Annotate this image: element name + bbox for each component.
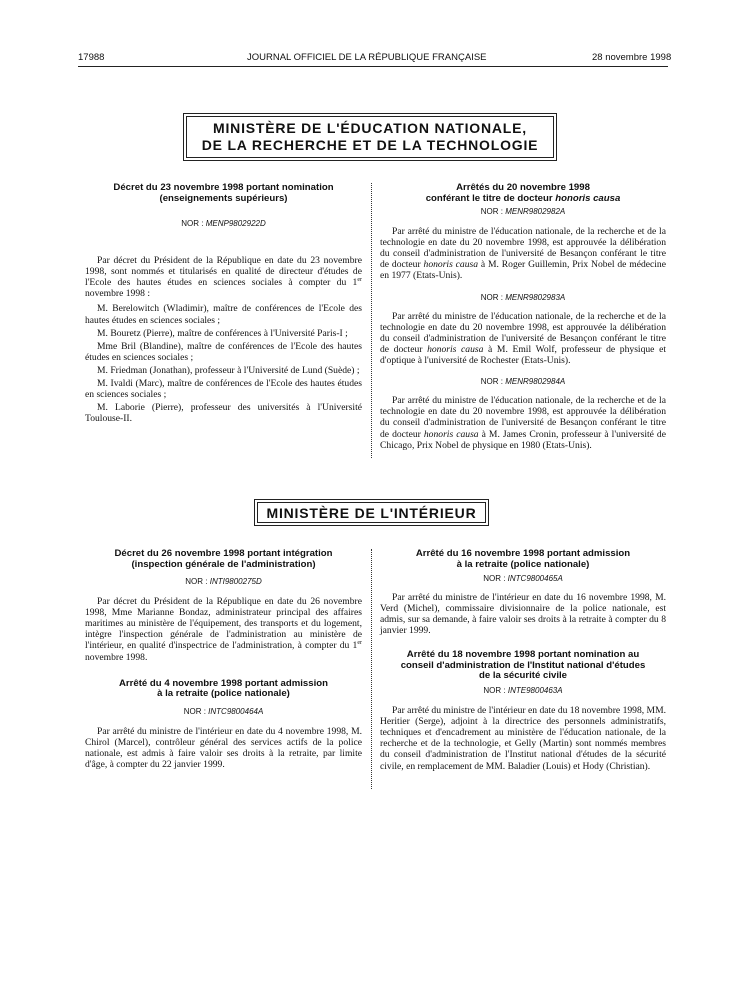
nominee-5: M. Ivaldi (Marc), maître de conférences de l'Ecole des hautes études en sciences sociales ; [85,378,362,401]
section-title: Arrêtés du 20 novembre 1998 [456,182,590,193]
section-subtitle: conférant le titre de docteur honoris causa [425,192,621,204]
section-subtitle: à la retraite (police nationale) [157,688,290,700]
journal-title: JOURNAL OFFICIEL DE LA RÉPUBLIQUE FRANÇAISE [247,52,487,63]
decree-intro: Par décret du Président de la République en date du 23 novembre 1998, sont nommés et titularisés en qualité de directeur d'études de l'Ecole des hautes études en sciences sociales à compter du 1er novembre 1998 : [85,255,362,300]
section-retraite-verd [380,549,666,772]
ministry-interior-title: MINISTÈRE DE L'INTÉRIEUR [266,505,477,521]
ministry-education-line1: MINISTÈRE DE L'ÉDUCATION NATIONALE, [213,120,527,136]
section-subtitle: de la sécurité civile [479,670,567,682]
arrete-cronin: Par arrêté du ministre de l'éducation nationale, de la recherche et de la technologie en date du 20 novembre 1998, est approuvée la délibération du conseil d'administration de l'université de Besançon conférant le titre de docteur honoris causa à M. James Cronin, professeur à l'université de Chicago, Prix Nobel de physique en 1980 (Etats-Unis). [380,395,666,451]
nominee-6: M. Laborie (Pierre), professeur des universités à l'Université Toulouse-II. [85,402,362,425]
nor-reference: NOR : MENR9802982A [480,207,566,216]
nominee-2: M. Bouretz (Pierre), maître de conférences à l'Université Paris-I ; [97,327,348,339]
column-separator-top [371,183,372,458]
nominee-3: Mme Bril (Blandine), maître de conférences de l'Ecole des hautes études en sciences sociales ; [85,340,362,363]
nor-reference: NOR : MENR9802983A [480,292,566,302]
arrete-chirol: Par arrêté du ministre de l'intérieur en date du 4 novembre 1998, M. Chirol (Marcel), contrôleur général des services actifs de la police nationale, est admis à faire valoir ses droits à la retraite, par limite d'âge, à compter du 22 janvier 1999. [85,725,362,771]
nor-reference: NOR : MENP9802922D [181,219,266,228]
arrete-heritier-gelly: Par arrêté du ministre de l'intérieur en date du 18 novembre 1998, MM. Heritier (Serge), adjoint à la directrice des personnels administratifs, techniques et d'encadrement au ministère de l'éducation nationale, de la recherche et de la technologie, et Gelly (Martin) sont nommés membres du conseil d'administration de l'Institut national d'études de la sécurité civile, en remplacement de MM. Baladier (Louis) et Hody (Christian). [380,705,667,772]
nominee-4: M. Friedman (Jonathan), professeur à l'Université de Lund (Suède) ; [97,364,360,376]
section-honoris-causa [380,183,666,451]
decree-bondaz: Par décret du Président de la République en date du 26 novembre 1998, Mme Marianne Bondaz, administrateur principal des affaires maritimes au ministère de l'équipement, des transports et du logement, intègre l'inspection générale de l'administration au ministère de l'intérieur, en qualité d'inspectrice de l'administration, à compter du 1er novembre 1998. [85,596,362,663]
nominee-1: M. Berelowitch (Wladimir), maître de conférences de l'Ecole des hautes études en sciences sociales ; [85,303,362,326]
arrete-verd: Par arrêté du ministre de l'intérieur en date du 16 novembre 1998, M. Verd (Michel), commissaire divisionnaire de la police nationale, est admis, sur sa demande, à faire valoir ses droits à la retraite à compter du 8 janvier 1999. [380,592,666,637]
section-subtitle: à la retraite (police nationale) [456,558,590,570]
nor-reference: NOR : INTE9800463A [483,685,563,695]
ministry-education-box [183,113,557,161]
nor-reference: NOR : INTC9800464A [183,706,264,716]
section-subtitle: (enseignements supérieurs) [159,192,288,204]
section-title-securite-civile: Arrêté du 18 novembre 1998 portant nomination au [406,649,640,661]
arrete-guillemin: Par arrêté du ministre de l'éducation nationale, de la recherche et de la technologie en date du 20 novembre 1998, est approuvée la délibération du conseil d'administration de l'université de Besançon conférant le titre de docteur honoris causa à M. Roger Guillemin, Prix Nobel de médecine en 1977 (Etats-Unis). [380,226,666,282]
section-title: Arrêté du 16 novembre 1998 portant admission [415,548,631,559]
section-inspection-generale [85,549,362,770]
section-enseignements-superieurs [85,183,362,424]
section-title: Décret du 23 novembre 1998 portant nomination [113,182,334,193]
page-number: 17988 [78,52,105,63]
ministry-interior-box [254,499,489,526]
header-rule [78,66,668,67]
nor-reference: NOR : INTC9800465A [483,574,563,583]
issue-date: 28 novembre 1998 [592,52,672,63]
nor-reference: NOR : MENR9802984A [480,377,566,387]
arrete-wolf: Par arrêté du ministre de l'éducation nationale, de la recherche et de la technologie en date du 20 novembre 1998, est approuvée la délibération du conseil d'administration de l'université de Besançon conférant le titre de docteur honoris causa à M. Emil Wolf, professeur de physique et d'optique à l'université de Rochester (Etats-Unis). [380,310,666,367]
section-title-retraite-chirol: Arrêté du 4 novembre 1998 portant admission [119,677,328,689]
section-subtitle: (inspection générale de l'administration) [131,558,316,570]
column-separator-bottom [371,549,372,789]
nor-reference: NOR : INTI9800275D [185,577,262,586]
section-title: Décret du 26 novembre 1998 portant intégration [114,548,333,559]
section-subtitle: conseil d'administration de l'Institut national d'études [400,659,646,671]
ministry-education-line2: DE LA RECHERCHE ET DE LA TECHNOLOGIE [201,137,539,153]
